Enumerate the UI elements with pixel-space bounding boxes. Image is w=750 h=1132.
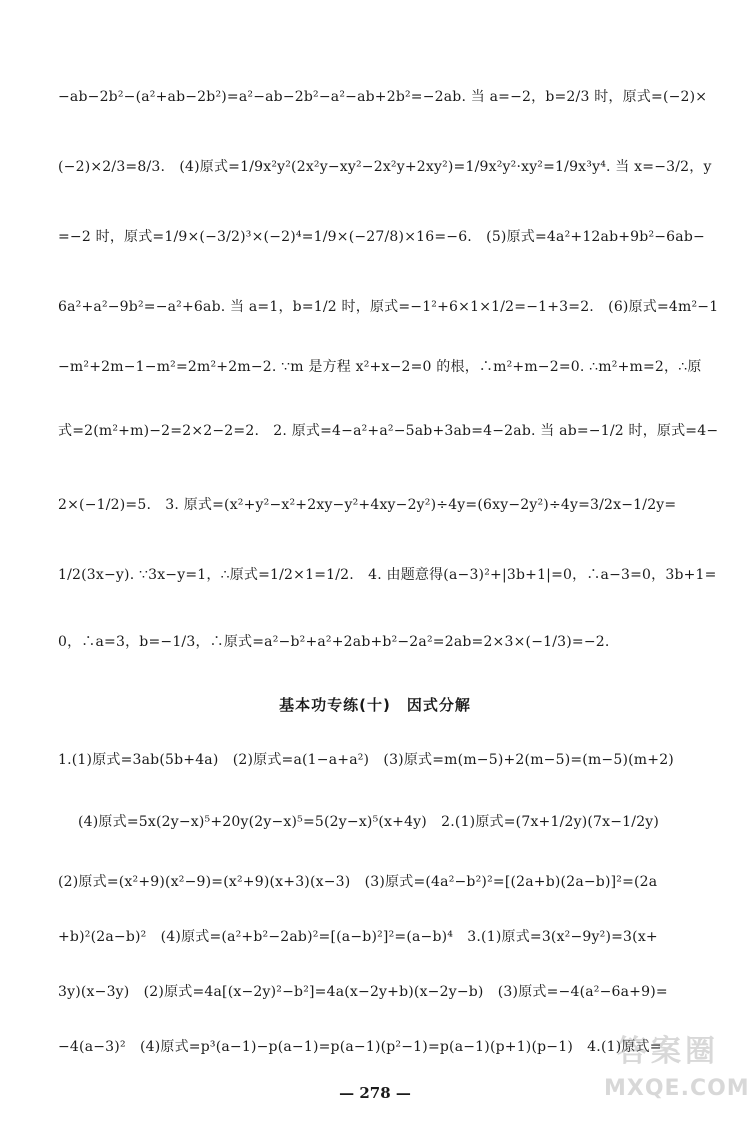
text-line-4: 6a²+a²−9b²=−a²+6ab. 当 a=1，b=1/2 时，原式=−1²+6×1×1/2=−1+3=2. (6)原式=4m²−1 <box>58 299 718 315</box>
text-line-6: 式=2(m²+m)−2=2×2−2=2. 2. 原式=4−a²+a²−5ab+3ab=4−2ab. 当 ab=−1/2 时，原式=4− <box>58 423 718 439</box>
watermark-url-text: MXQE.COM <box>604 1076 750 1101</box>
text-line-9: 0，∴a=3，b=−1/3，∴原式=a²−b²+a²+2ab+b²−2a²=2ab=2×3×(−1/3)=−2. <box>58 634 610 650</box>
watermark-logo <box>604 1030 750 1118</box>
text-line-8: 1/2(3x−y). ∵3x−y=1，∴原式=1/2×1=1/2. 4. 由题意得(a−3)²+|3b+1|=0，∴a−3=0，3b+1= <box>58 567 717 583</box>
watermark-top-text: 答案圈 <box>617 1034 719 1069</box>
text-line-3: =−2 时，原式=1/9×(−3/2)³×(−2)⁴=1/9×(−27/8)×16=−6. (5)原式=4a²+12ab+9b²−6ab− <box>58 229 705 245</box>
text-line-15: −4(a−3)² (4)原式=p³(a−1)−p(a−1)=p(a−1)(p²−1)=p(a−1)(p+1)(p−1) 4.(1)原式= <box>58 1039 662 1055</box>
text-line-13: +b)²(2a−b)² (4)原式=(a²+b²−2ab)²=[(a−b)²]²=(a−b)⁴ 3.(1)原式=3(x²−9y²)=3(x+ <box>58 929 658 945</box>
text-line-12: (2)原式=(x²+9)(x²−9)=(x²+9)(x+3)(x−3) (3)原式=(4a²−b²)²=[(2a+b)(2a−b)]²=(2a <box>58 874 658 890</box>
page-number: — 278 — <box>339 1084 411 1102</box>
text-line-11: (4)原式=5x(2y−x)⁵+20y(2y−x)⁵=5(2y−x)⁵(x+4y) 2.(1)原式=(7x+1/2y)(7x−1/2y) <box>78 814 660 830</box>
text-line-14: 3y)(x−3y) (2)原式=4a[(x−2y)²−b²]=4a(x−2y+b)(x−2y−b) (3)原式=−4(a²−6a+9)= <box>58 984 668 1000</box>
text-line-2: (−2)×2/3=8/3. (4)原式=1/9x²y²(2x²y−xy²−2x²y+2xy²)=1/9x²y²·xy²=1/9x³y⁴. 当 x=−3/2，y <box>58 159 712 175</box>
text-line-1: −ab−2b²−(a²+ab−2b²)=a²−ab−2b²−a²−ab+2b²=−2ab. 当 a=−2，b=2/3 时，原式=(−2)× <box>58 89 708 105</box>
text-line-7: 2×(−1/2)=5. 3. 原式=(x²+y²−x²+2xy−y²+4xy−2y²)÷4y=(6xy−2y²)÷4y=3/2x−1/2y= <box>58 497 677 513</box>
text-line-10: 1.(1)原式=3ab(5b+4a) (2)原式=a(1−a+a²) (3)原式=m(m−5)+2(m−5)=(m−5)(m+2) <box>58 752 674 768</box>
text-line-5: −m²+2m−1−m²=2m²+2m−2. ∵m 是方程 x²+x−2=0 的根，∴m²+m−2=0. ∴m²+m=2，∴原 <box>58 359 702 375</box>
section-heading: 基本功专练(十) 因式分解 <box>279 696 471 714</box>
